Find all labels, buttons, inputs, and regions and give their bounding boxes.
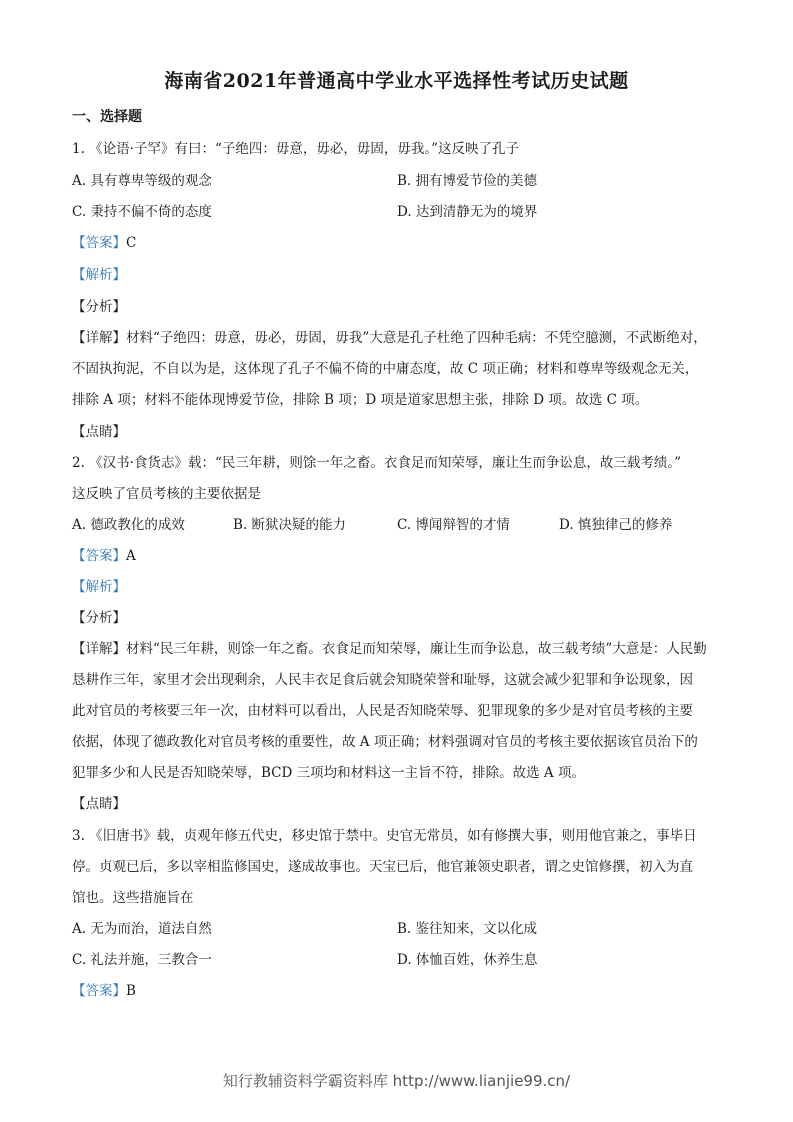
q2-option-b: B. 断狱决疑的能力 — [233, 517, 347, 533]
q3-answer-row — [72, 981, 722, 1001]
q3-stem-line-2: 停。贞观已后，多以宰相监修国史，遂成故事也。天宝已后，他官兼领史职者，谓之史馆修撰，初入为直 — [72, 859, 693, 875]
q3-option-d: D. 体恤百姓，休养生息 — [397, 952, 538, 968]
q1-detail-line-2: 不固执拘泥，不自以为是，这体现了孔子不偏不倚的中庸态度，故 C 项正确；材料和尊卑等级观念无关， — [72, 361, 699, 377]
q2-answer-value: A — [126, 548, 136, 564]
q3-option-b: B. 鉴往知来，文以化成 — [397, 921, 538, 937]
q2-detail-line-5: 犯罪多少和人民是否知晓荣辱，BCD 三项均和材料这一主旨不符，排除。故选 A 项。 — [72, 765, 585, 781]
detail-label: 【详解】 — [72, 330, 126, 346]
q2-detail-line-4: 依据，体现了德政教化对官员考核的重要性，故 A 项正确；材料强调对官员的考核主要依据该官员治下的 — [72, 734, 698, 750]
q2-detail-text-1: 材料“民三年耕，则馀一年之畜。衣食足而知荣辱，廉让生而争讼息，故三载考绩”大意是：人民勤 — [126, 641, 707, 657]
q2-detail-line-3: 此对官员的考核要三年一次，由材料可以看出，人民是否知晓荣辱、犯罪现象的多少是对官员考核的主要 — [72, 703, 693, 719]
q2-detail-line-1 — [72, 639, 722, 659]
q3-option-c: C. 礼法并施，三教合一 — [72, 952, 212, 968]
q1-dianjing-label: 【点睛】 — [72, 424, 126, 440]
q3-stem-line-3: 馆也。这些措施旨在 — [72, 890, 194, 906]
answer-label: 【答案】 — [72, 548, 126, 564]
q1-option-c: C. 秉持不偏不倚的态度 — [72, 204, 212, 220]
q2-option-a: A. 德政教化的成效 — [72, 517, 185, 533]
q3-stem-line-1: 3. 《旧唐书》载，贞观年修五代史，移史馆于禁中。史官无常员，如有修撰大事，则用他官兼之，事毕日 — [72, 828, 697, 844]
detail-label: 【详解】 — [72, 641, 126, 657]
section-heading: 一、选择题 — [72, 109, 142, 125]
q2-option-c: C. 博闻辩智的才情 — [397, 517, 510, 533]
q1-detail-line-3: 排除 A 项；材料不能体现博爱节俭，排除 B 项；D 项是道家思想主张，排除 D 项。故选 C 项。 — [72, 392, 649, 408]
q1-answer-row — [72, 233, 722, 253]
q3-option-a: A. 无为而治，道法自然 — [72, 921, 212, 937]
q2-option-d: D. 慎独律己的修养 — [559, 517, 673, 533]
q2-dianjing-label: 【点睛】 — [72, 796, 126, 812]
answer-label: 【答案】 — [72, 235, 126, 251]
q1-option-b: B. 拥有博爱节俭的美德 — [397, 173, 538, 189]
footer-watermark: 知行教辅资料学霸资料库 http://www.lianjie99.cn/ — [222, 1072, 571, 1090]
q1-analysis-label: 【解析】 — [72, 267, 126, 283]
q2-stem-line-2: 这反映了官员考核的主要依据是 — [72, 486, 261, 502]
q1-stem: 1. 《论语·子罕》有曰：“子绝四：毋意，毋必，毋固，毋我。”这反映了孔子 — [72, 141, 520, 157]
q2-stem-line-1: 2. 《汉书·食货志》载：“民三年耕，则馀一年之畜。衣食足而知荣辱，廉让生而争讼息，故三载考绩。” — [72, 455, 682, 471]
answer-label: 【答案】 — [72, 983, 126, 999]
q1-detail-text-1: 材料“子绝四：毋意，毋必，毋固，毋我”大意是孔子杜绝了四种毛病：不凭空臆测，不武断绝对， — [126, 330, 707, 346]
q1-option-a: A. 具有尊卑等级的观念 — [72, 173, 212, 189]
q3-answer-value: B — [126, 983, 136, 999]
page-title: 海南省2021年普通高中学业水平选择性考试历史试题 — [164, 70, 629, 92]
q1-detail-line-1 — [72, 328, 722, 348]
q2-detail-line-2: 恳耕作三年，家里才会出现剩余，人民丰衣足食后就会知晓荣誉和耻辱，这就会减少犯罪和争讼现象，因 — [72, 672, 693, 688]
q1-option-d: D. 达到清静无为的境界 — [397, 204, 538, 220]
q2-answer-row — [72, 546, 722, 566]
q2-analysis-label: 【解析】 — [72, 579, 126, 595]
q1-fenxi-label: 【分析】 — [72, 299, 126, 315]
q1-answer-value: C — [126, 235, 137, 251]
q2-fenxi-label: 【分析】 — [72, 610, 126, 626]
